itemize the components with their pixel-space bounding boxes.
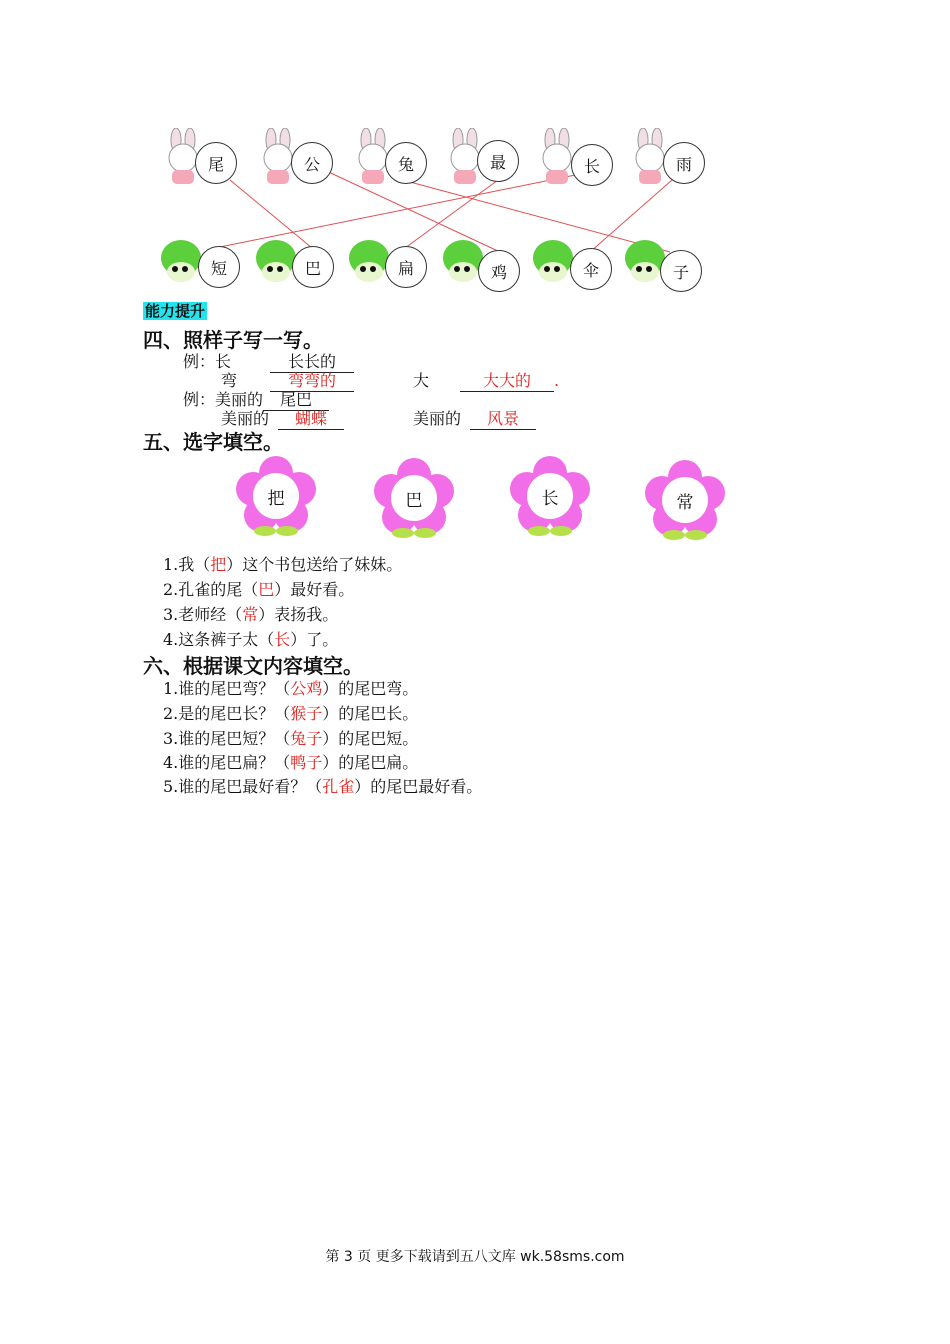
char-circle-bottom-3[interactable]: 扁: [385, 246, 427, 288]
char-circle-bottom-1[interactable]: 短: [198, 246, 240, 288]
q5-item-3: 3.老师经（常）表扬我。: [163, 605, 339, 624]
char-circle-top-3[interactable]: 兔: [385, 142, 427, 184]
flower-option-3[interactable]: 长: [510, 456, 590, 536]
q4-row2-answer[interactable]: 蝴蝶: [278, 406, 344, 430]
q4-row2-word2: 美丽的: [413, 409, 462, 428]
q6-item-4: 4.谁的尾巴扁？（鸭子）的尾巴扁。: [163, 753, 419, 772]
q4-row1-answer2[interactable]: 大大的 .: [460, 368, 559, 392]
q4-row2-word: 美丽的: [221, 409, 270, 428]
char-circle-top-1[interactable]: 尾: [195, 142, 237, 184]
q4-example-2: 例：美丽的 尾巴: [183, 387, 329, 411]
flower-option-4[interactable]: 常: [645, 460, 725, 540]
char-circle-top-4[interactable]: 最: [477, 140, 519, 182]
q4-title: 四、照样子写一写。: [143, 328, 323, 352]
q5-item-4: 4.这条裤子太（长）了。: [163, 630, 339, 649]
q6-item-2: 2.是的尾巴长？（猴子）的尾巴长。: [163, 704, 419, 723]
cabbage-icon: [530, 236, 576, 290]
q4-example-1-answer: 长长的: [270, 349, 354, 373]
q5-item-2: 2.孔雀的尾（巴）最好看。: [163, 580, 355, 599]
char-circle-top-2[interactable]: 公: [291, 142, 333, 184]
q6-item-1: 1.谁的尾巴弯？（公鸡）的尾巴弯。: [163, 679, 419, 698]
page-footer: 第 3 页 更多下载请到五八文库 wk.58sms.com: [325, 1249, 625, 1265]
q6-title: 六、根据课文内容填空。: [143, 654, 363, 678]
section-tag: 能力提升: [145, 302, 206, 320]
q4-row1-word2: 大: [413, 371, 430, 390]
char-circle-bottom-2[interactable]: 巴: [292, 246, 334, 288]
q6-item-5: 5.谁的尾巴最好看？（孔雀）的尾巴最好看。: [163, 777, 483, 796]
q6-item-3: 3.谁的尾巴短？（兔子）的尾巴短。: [163, 729, 419, 748]
q5-item-1: 1.我（把）这个书包送给了妹妹。: [163, 555, 403, 574]
q4-row1-word: 弯: [221, 371, 238, 390]
char-circle-bottom-6[interactable]: 子: [660, 250, 702, 292]
q5-title: 五、选字填空。: [143, 430, 283, 454]
char-circle-bottom-5[interactable]: 伞: [570, 248, 612, 290]
q4-example-1: 例：长: [183, 352, 232, 371]
q4-row1-answer[interactable]: 弯弯的: [270, 368, 354, 392]
flower-option-2[interactable]: 巴: [374, 458, 454, 538]
char-circle-top-5[interactable]: 长: [571, 144, 613, 186]
q4-row2-answer2[interactable]: 风景: [470, 406, 536, 430]
char-circle-bottom-4[interactable]: 鸡: [478, 250, 520, 292]
char-circle-top-6[interactable]: 雨: [663, 142, 705, 184]
flower-option-1[interactable]: 把: [236, 456, 316, 536]
cabbage-icon: [158, 236, 204, 290]
